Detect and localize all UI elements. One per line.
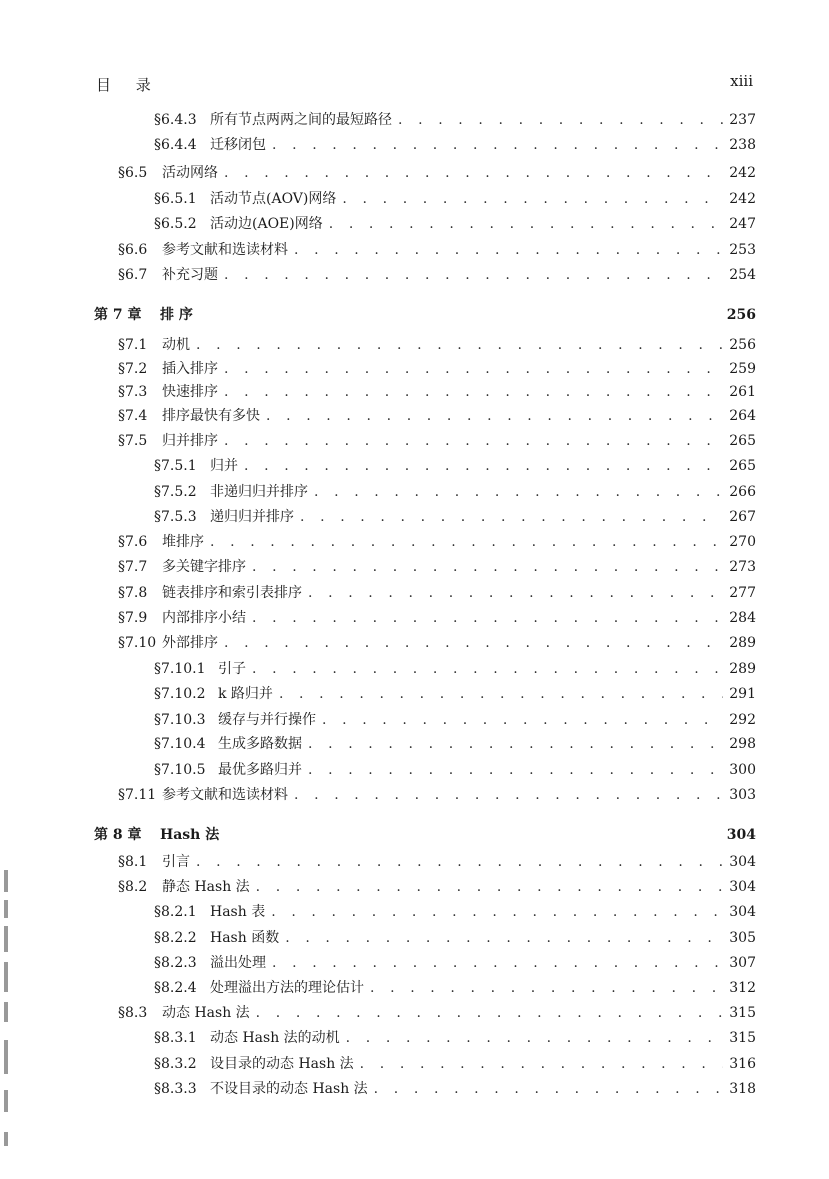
toc-page-number: 318 xyxy=(729,1081,756,1097)
toc-dot-leader xyxy=(252,557,723,577)
toc-entry-number: §7.11 xyxy=(118,787,157,803)
toc-entry-title: 活动边(AOE)网络 xyxy=(210,216,323,232)
toc-dot-leader xyxy=(279,684,723,704)
toc-page-number: 256 xyxy=(729,337,756,353)
toc-entry-row xyxy=(154,135,756,155)
toc-entry-number: §7.10.5 xyxy=(154,762,206,778)
toc-entry-number: 第 7 章 xyxy=(94,307,142,323)
toc-entry-title: 参考文献和选读材料 xyxy=(162,242,288,258)
toc-page-number: 265 xyxy=(729,458,756,474)
toc-entry-row xyxy=(118,852,756,872)
toc-entry-row xyxy=(118,877,756,897)
toc-page-number: 237 xyxy=(729,112,756,128)
toc-entry-row xyxy=(118,335,756,355)
toc-page-number: 298 xyxy=(729,736,756,752)
toc-page-number: 238 xyxy=(729,137,756,153)
toc-dot-leader xyxy=(266,406,723,426)
toc-dot-leader xyxy=(224,163,723,183)
toc-entry-title: 生成多路数据 xyxy=(218,736,302,752)
toc-entry-title: 归并排序 xyxy=(162,433,218,449)
toc-entry-row xyxy=(118,583,756,603)
toc-dot-leader xyxy=(271,902,723,922)
toc-dot-leader xyxy=(224,265,723,285)
toc-entry-title: 最优多路归并 xyxy=(218,762,302,778)
toc-page-number: 256 xyxy=(726,307,756,323)
toc-entry-row xyxy=(118,431,756,451)
toc-dot-leader xyxy=(224,633,723,653)
toc-entry-row xyxy=(154,1079,756,1099)
toc-entry-number: §8.3.2 xyxy=(154,1056,197,1072)
toc-dot-leader xyxy=(360,1054,724,1074)
toc-entry-title: 链表排序和索引表排序 xyxy=(162,585,302,601)
toc-dot-leader xyxy=(308,734,723,754)
toc-dot-leader xyxy=(300,507,723,527)
toc-entry-title: 递归归并排序 xyxy=(210,509,294,525)
toc-page-number: 242 xyxy=(729,191,756,207)
toc-dot-leader xyxy=(346,1028,724,1048)
toc-dot-leader xyxy=(196,852,723,872)
toc-entry-number: §7.6 xyxy=(118,534,148,550)
toc-page-number: 242 xyxy=(729,165,756,181)
toc-entry-title: 动态 Hash 法的动机 xyxy=(210,1030,340,1046)
toc-entry-row xyxy=(154,953,756,973)
toc-entry-number: §7.2 xyxy=(118,361,148,377)
toc-entry-row xyxy=(118,633,756,653)
toc-dot-leader xyxy=(252,608,723,628)
toc-page-number: 254 xyxy=(729,267,756,283)
toc-entry-title: 堆排序 xyxy=(162,534,204,550)
toc-dot-leader xyxy=(314,482,723,502)
toc-page-number: 247 xyxy=(729,216,756,232)
toc-entry-number: §7.5.3 xyxy=(154,509,197,525)
toc-page-number: 289 xyxy=(729,661,756,677)
toc-entry-number: §6.5.2 xyxy=(154,216,197,232)
toc-entry-title: 内部排序小结 xyxy=(162,610,246,626)
toc-page-number: 304 xyxy=(726,827,756,843)
toc-dot-leader xyxy=(294,785,723,805)
toc-dot-leader xyxy=(256,1003,724,1023)
toc-page-number: 266 xyxy=(729,484,756,500)
toc-entry-title: 缓存与并行操作 xyxy=(218,712,316,728)
toc-entry-title: 归并 xyxy=(210,458,238,474)
toc-entry-row xyxy=(154,760,756,780)
toc-entry-row xyxy=(118,1003,756,1023)
toc-entry-number: 第 8 章 xyxy=(94,827,142,843)
toc-entry-title: 非递归归并排序 xyxy=(210,484,308,500)
toc-page-number: 270 xyxy=(729,534,756,550)
binding-margin-marks xyxy=(4,870,10,1150)
toc-dot-leader xyxy=(322,710,723,730)
toc-entry-number: §7.9 xyxy=(118,610,148,626)
toc-dot-leader xyxy=(224,359,723,379)
toc-entry-number: §7.7 xyxy=(118,559,148,575)
toc-entry-number: §8.3.3 xyxy=(154,1081,197,1097)
toc-entry-number: §7.1 xyxy=(118,337,148,353)
toc-entry-number: §6.5 xyxy=(118,165,148,181)
toc-page-number: 253 xyxy=(729,242,756,258)
toc-entry-number: §8.2.1 xyxy=(154,904,197,920)
toc-page-number: 316 xyxy=(729,1056,756,1072)
toc-entry-row xyxy=(118,265,756,285)
toc-page-number: 273 xyxy=(729,559,756,575)
toc-entry-number: §7.10 xyxy=(118,635,157,651)
toc-entry-title: 不设目录的动态 Hash 法 xyxy=(210,1081,368,1097)
toc-dot-leader xyxy=(196,335,723,355)
toc-entry-title: Hash 法 xyxy=(160,827,220,843)
toc-entry-row xyxy=(118,785,756,805)
toc-page-number: 284 xyxy=(729,610,756,626)
toc-entry-title: 快速排序 xyxy=(162,384,218,400)
toc-entry-title: 处理溢出方法的理论估计 xyxy=(210,980,364,996)
toc-entry-number: §7.10.1 xyxy=(154,661,206,677)
toc-entry-number: §6.6 xyxy=(118,242,148,258)
toc-page-number: 304 xyxy=(729,854,756,870)
running-header-title: 目 录 xyxy=(96,76,161,94)
toc-dot-leader xyxy=(210,532,723,552)
toc-page-number: 315 xyxy=(729,1030,756,1046)
toc-entry-row xyxy=(154,1028,756,1048)
toc-entry-title: 排 序 xyxy=(160,307,193,323)
page-number-roman: xiii xyxy=(730,72,753,90)
toc-entry-row xyxy=(154,456,756,476)
toc-page-number: 261 xyxy=(729,384,756,400)
toc-page-number: 303 xyxy=(729,787,756,803)
toc-entry-title: 活动网络 xyxy=(162,165,218,181)
toc-page-number: 315 xyxy=(729,1005,756,1021)
toc-entry-row xyxy=(154,482,756,502)
toc-entry-row xyxy=(118,163,756,183)
toc-dot-leader xyxy=(398,110,723,130)
toc-dot-leader xyxy=(370,978,723,998)
toc-entry-title: 排序最快有多快 xyxy=(162,408,260,424)
toc-dot-leader xyxy=(244,456,723,476)
toc-dot-leader xyxy=(308,760,723,780)
toc-entry-number: §8.3 xyxy=(118,1005,148,1021)
toc-dot-leader xyxy=(256,877,724,897)
toc-entry-number: §8.2.4 xyxy=(154,980,197,996)
toc-entry-title: 静态 Hash 法 xyxy=(162,879,250,895)
toc-entry-title: Hash 函数 xyxy=(210,930,280,946)
toc-entry-number: §8.3.1 xyxy=(154,1030,197,1046)
toc-entry-number: §7.10.3 xyxy=(154,712,206,728)
toc-entry-row xyxy=(118,359,756,379)
toc-dot-leader xyxy=(342,189,723,209)
toc-entry-title: 引子 xyxy=(218,661,246,677)
toc-entry-row xyxy=(154,189,756,209)
toc-entry-number: §6.4.4 xyxy=(154,137,197,153)
toc-dot-leader xyxy=(308,583,723,603)
toc-entry-title: 所有节点两两之间的最短路径 xyxy=(210,112,392,128)
toc-entry-row xyxy=(154,734,756,754)
toc-entry-title: 补充习题 xyxy=(162,267,218,283)
toc-dot-leader xyxy=(224,431,723,451)
toc-entry-title: 多关键字排序 xyxy=(162,559,246,575)
toc-entry-number: §8.2.3 xyxy=(154,955,197,971)
toc-entry-title: 动态 Hash 法 xyxy=(162,1005,250,1021)
toc-entry-title: 活动节点(AOV)网络 xyxy=(210,191,337,207)
toc-dot-leader xyxy=(285,928,723,948)
toc-page-number: 305 xyxy=(729,930,756,946)
toc-entry-number: §6.7 xyxy=(118,267,148,283)
toc-entry-title: 动机 xyxy=(162,337,190,353)
toc-page-number: 259 xyxy=(729,361,756,377)
toc-entry-number: §7.5.2 xyxy=(154,484,197,500)
toc-entry-row xyxy=(118,532,756,552)
toc-entry-number: §8.2.2 xyxy=(154,930,197,946)
toc-entry-row xyxy=(154,928,756,948)
toc-entry-row xyxy=(154,110,756,130)
page-header xyxy=(0,0,829,100)
toc-dot-leader xyxy=(294,240,723,260)
toc-page-number: 304 xyxy=(729,879,756,895)
toc-entry-row xyxy=(154,1054,756,1074)
toc-entry-row xyxy=(154,214,756,234)
toc-entry-title: Hash 表 xyxy=(210,904,266,920)
toc-entry-number: §7.8 xyxy=(118,585,148,601)
toc-entry-number: §7.10.2 xyxy=(154,686,206,702)
toc-page-number: 264 xyxy=(729,408,756,424)
toc-dot-leader xyxy=(272,953,723,973)
toc-entry-row xyxy=(118,406,756,426)
toc-entry-title: 溢出处理 xyxy=(210,955,266,971)
toc-entry-number: §6.4.3 xyxy=(154,112,197,128)
toc-entry-number: §7.10.4 xyxy=(154,736,206,752)
toc-chapter-row xyxy=(94,825,756,845)
toc-page-number: 267 xyxy=(729,509,756,525)
toc-entry-title: 设目录的动态 Hash 法 xyxy=(210,1056,354,1072)
toc-entry-row xyxy=(154,978,756,998)
toc-entry-title: 参考文献和选读材料 xyxy=(162,787,288,803)
toc-entry-number: §8.1 xyxy=(118,854,148,870)
toc-dot-leader xyxy=(272,135,723,155)
toc-entry-row xyxy=(118,382,756,402)
toc-dot-leader xyxy=(329,214,724,234)
toc-entry-number: §7.5.1 xyxy=(154,458,197,474)
toc-page-number: 312 xyxy=(729,980,756,996)
toc-entry-number: §7.4 xyxy=(118,408,148,424)
toc-entry-row xyxy=(118,557,756,577)
toc-chapter-row xyxy=(94,305,756,325)
toc-dot-leader xyxy=(374,1079,724,1099)
toc-entry-title: 外部排序 xyxy=(162,635,218,651)
toc-entry-row xyxy=(154,659,756,679)
toc-dot-leader xyxy=(252,659,723,679)
toc-page-number: 277 xyxy=(729,585,756,601)
toc-entry-row xyxy=(118,240,756,260)
toc-dot-leader xyxy=(224,382,723,402)
toc-entry-row xyxy=(154,710,756,730)
toc-entry-row xyxy=(118,608,756,628)
toc-page-number: 307 xyxy=(729,955,756,971)
toc-entry-row xyxy=(154,507,756,527)
toc-page-number: 304 xyxy=(729,904,756,920)
toc-entry-title: 引言 xyxy=(162,854,190,870)
toc-page-number: 291 xyxy=(729,686,756,702)
toc-entry-number: §6.5.1 xyxy=(154,191,197,207)
toc-page-number: 292 xyxy=(729,712,756,728)
toc-page-number: 300 xyxy=(729,762,756,778)
toc-entry-number: §7.5 xyxy=(118,433,148,449)
toc-entry-number: §8.2 xyxy=(118,879,148,895)
toc-entry-number: §7.3 xyxy=(118,384,148,400)
toc-entry-title: k 路归并 xyxy=(218,686,273,702)
toc-entry-title: 迁移闭包 xyxy=(210,137,266,153)
toc-entry-row xyxy=(154,684,756,704)
toc-entry-row xyxy=(154,902,756,922)
toc-page-number: 265 xyxy=(729,433,756,449)
toc-page-number: 289 xyxy=(729,635,756,651)
toc-entry-title: 插入排序 xyxy=(162,361,218,377)
